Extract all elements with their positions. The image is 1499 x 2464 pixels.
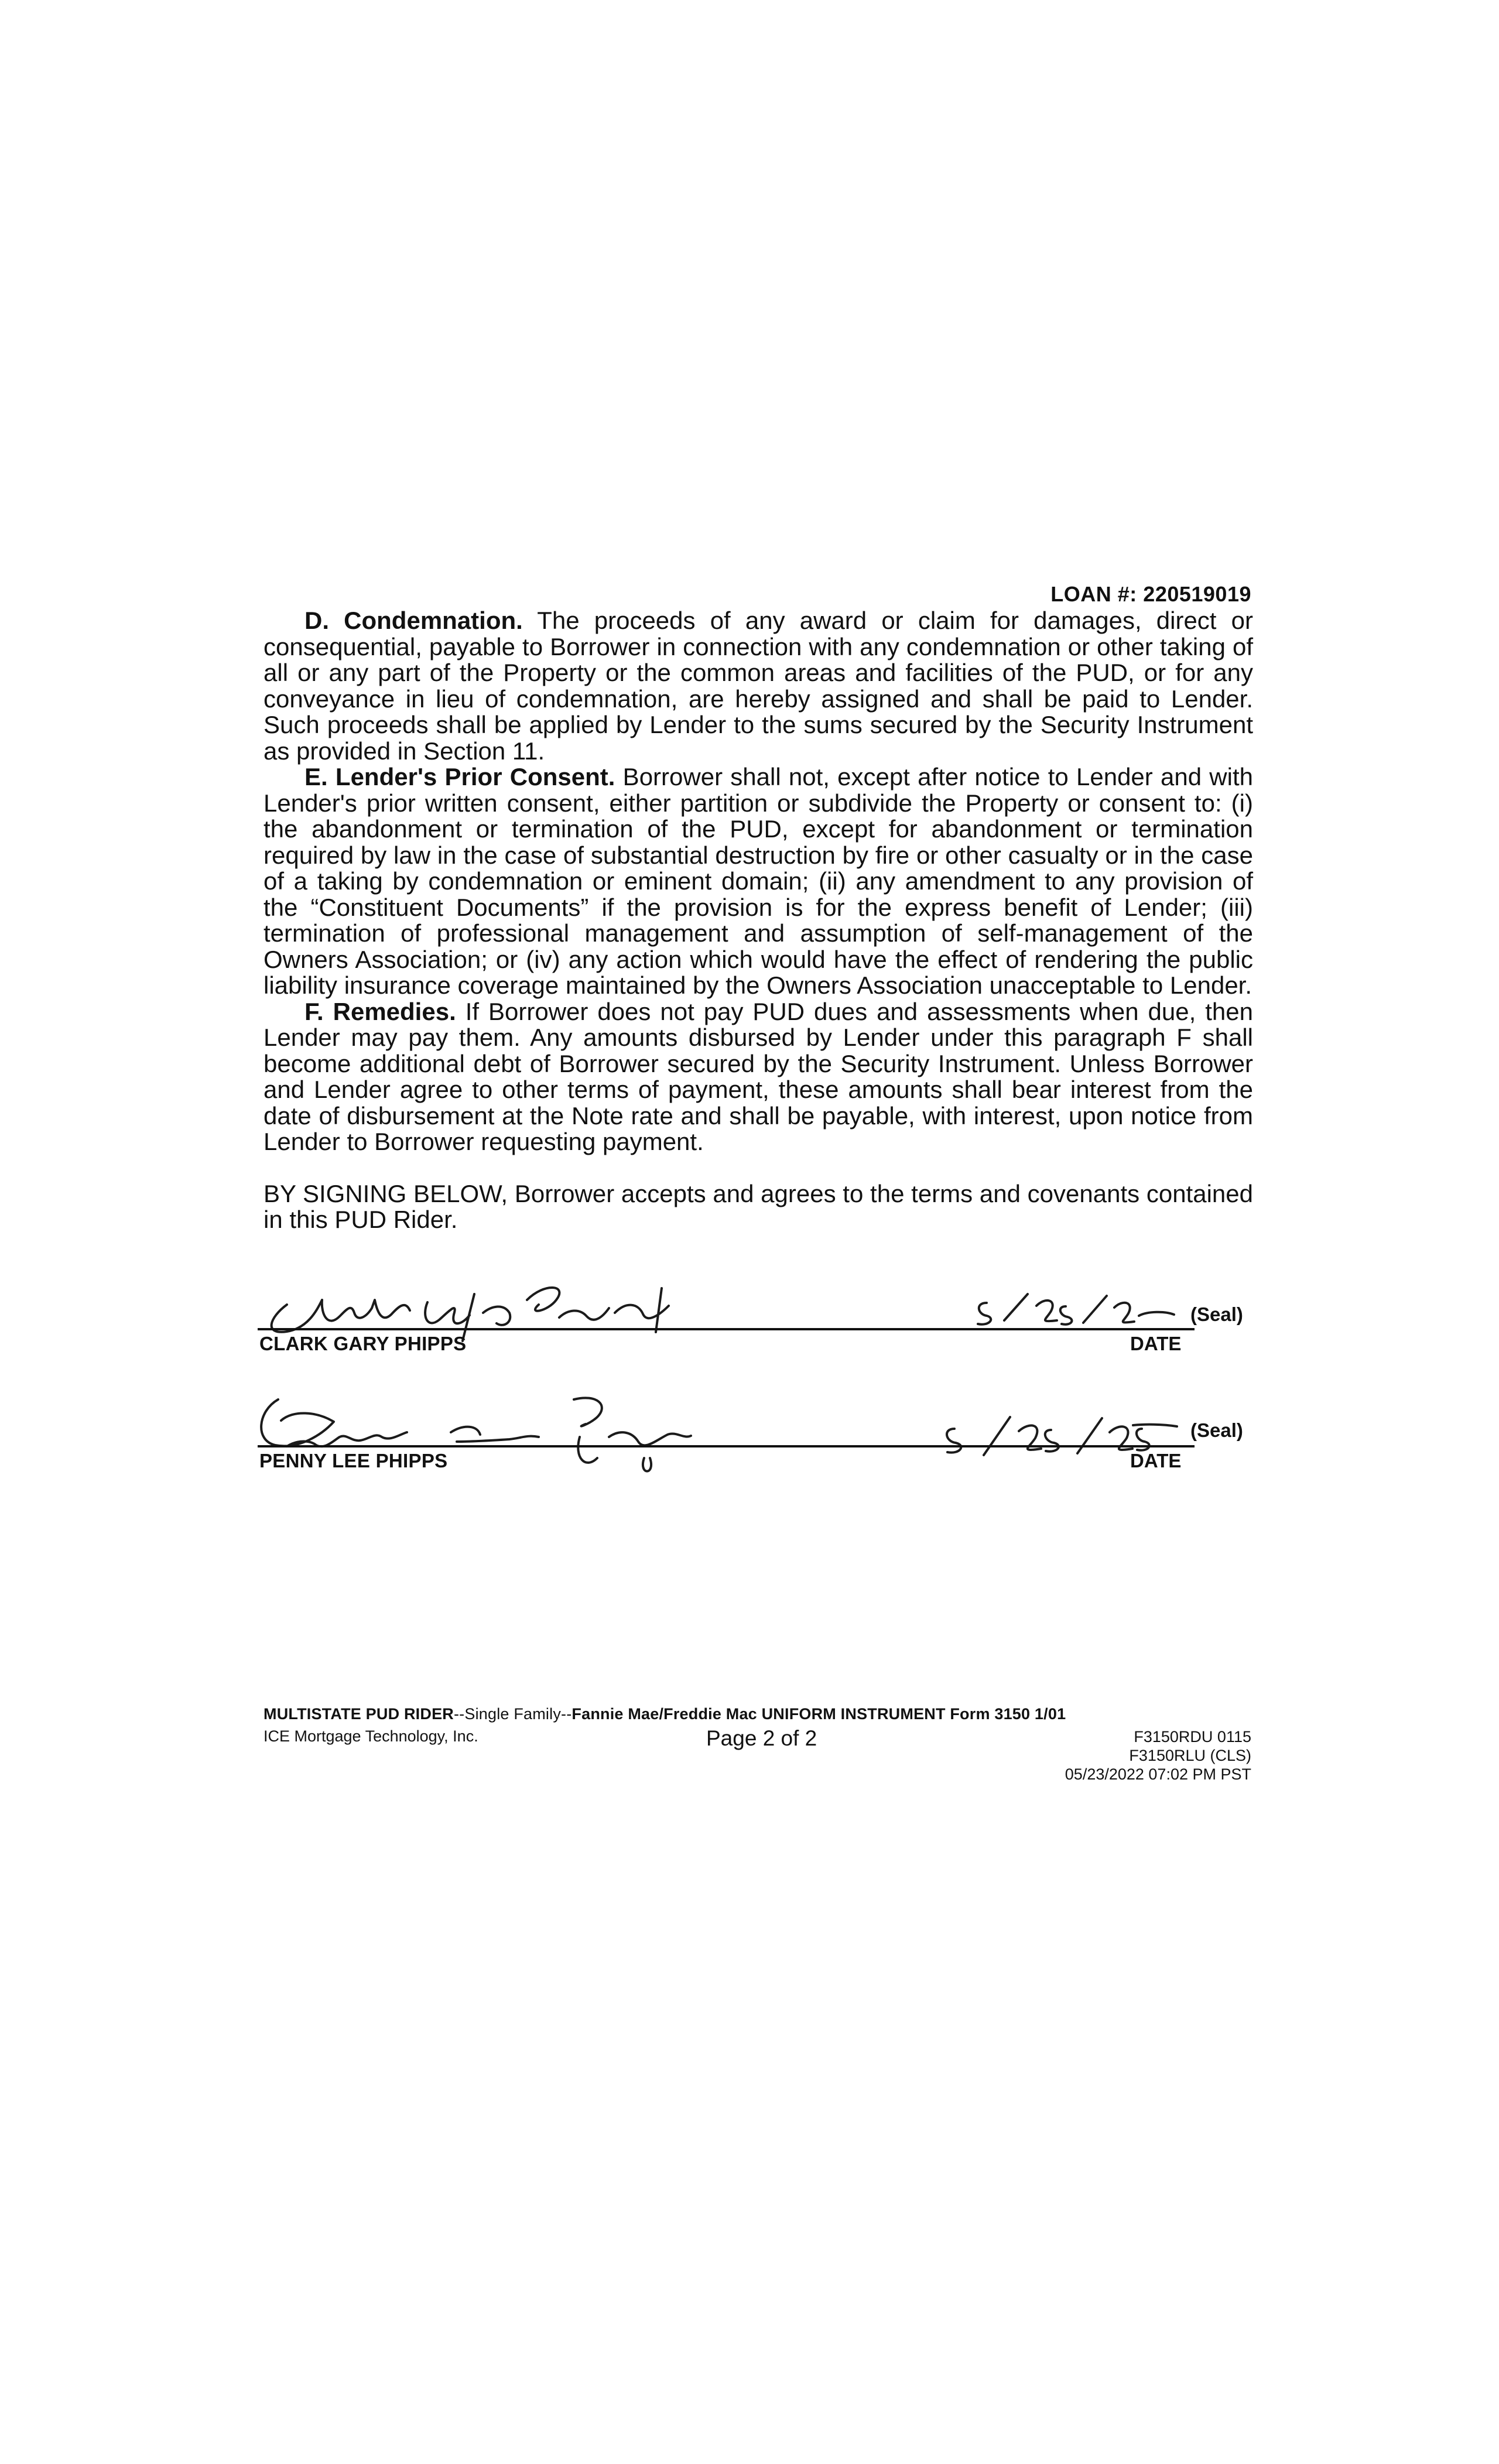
signature-line-1 (258, 1328, 1195, 1330)
signing-statement: BY SIGNING BELOW, Borrower accepts and agrees to the terms and covenants contained in this PUD Rider. (263, 1179, 1253, 1233)
section-e-heading: E. Lender's Prior Consent. (304, 763, 615, 790)
signature-line-2 (258, 1445, 1195, 1447)
date-label-2: DATE (1130, 1450, 1182, 1471)
section-f (263, 999, 1253, 1155)
form-code-2: F3150RLU (CLS) (1129, 1747, 1251, 1764)
borrower-name-1: CLARK GARY PHIPPS (259, 1333, 467, 1354)
vendor-name: ICE Mortgage Technology, Inc. (263, 1727, 478, 1745)
page-number: Page 2 of 2 (706, 1726, 817, 1750)
section-f-text: If Borrower does not pay PUD dues and assessments when due, then Lender may pay them. Any amounts disbursed by Lender under this paragraph F shall become additional debt of Borrower secured by the Security Instrument. Unless Borrower and Lender agree to other terms of payment, these amounts shall bear interest from the date of disbursement at the Note rate and shall be payable, with interest, upon notice from Lender to Borrower requesting payment. (263, 997, 1253, 1155)
section-d-heading: D. Condemnation. (304, 607, 523, 634)
seal-label-2: (Seal) (1190, 1419, 1243, 1441)
seal-label-1: (Seal) (1190, 1303, 1243, 1325)
rider-body (263, 608, 1253, 1233)
form-code-1: F3150RDU 0115 (1134, 1728, 1251, 1746)
section-e (263, 764, 1253, 999)
handwritten-date-1 (963, 1285, 1192, 1332)
print-timestamp: 05/23/2022 07:02 PM PST (1065, 1765, 1251, 1783)
date-label-1: DATE (1130, 1333, 1182, 1354)
form-codes (1065, 1727, 1251, 1784)
section-d (263, 608, 1253, 764)
form-title-mid: --Single Family-- (453, 1705, 572, 1723)
section-f-heading: F. Remedies. (304, 997, 456, 1025)
form-title (263, 1705, 1066, 1723)
form-title-bold-2: Fannie Mae/Freddie Mac UNIFORM INSTRUMENT Form 3150 1/01 (571, 1705, 1066, 1723)
form-title-bold: MULTISTATE PUD RIDER (263, 1705, 454, 1723)
section-d-text: The proceeds of any award or claim for damages, direct or consequential, payable to Borrower in connection with any condemnation or other taking of all or any part of the Property or the common areas and facilities of the PUD, or for any conveyance in lieu of condemnation, are hereby assigned and shall be paid to Lender. Such proceeds shall be applied by Lender to the sums secured by the Security Instrument as provided in Section 11. (263, 607, 1253, 765)
loan-number: LOAN #: 220519019 (1050, 582, 1251, 606)
borrower-name-2: PENNY LEE PHIPPS (259, 1450, 448, 1471)
section-e-text: Borrower shall not, except after notice to Lender and with Lender's prior written consent, either partition or subdivide the Property or consent to: (i) the abandonment or termination of the PUD, except for abandonment or termination required by law in the case of substantial destruction by fire or other casualty or in the case of a taking by condemnation or eminent domain; (ii) any amendment to any provision of the “Constituent Documents” if the provision is for the express benefit of Lender; (iii) termination of professional management and assumption of self-management of the Owners Association; or (iv) any action which would have the effect of rendering the public liability insurance coverage maintained by the Owners Association unacceptable to Lender. (263, 763, 1253, 999)
